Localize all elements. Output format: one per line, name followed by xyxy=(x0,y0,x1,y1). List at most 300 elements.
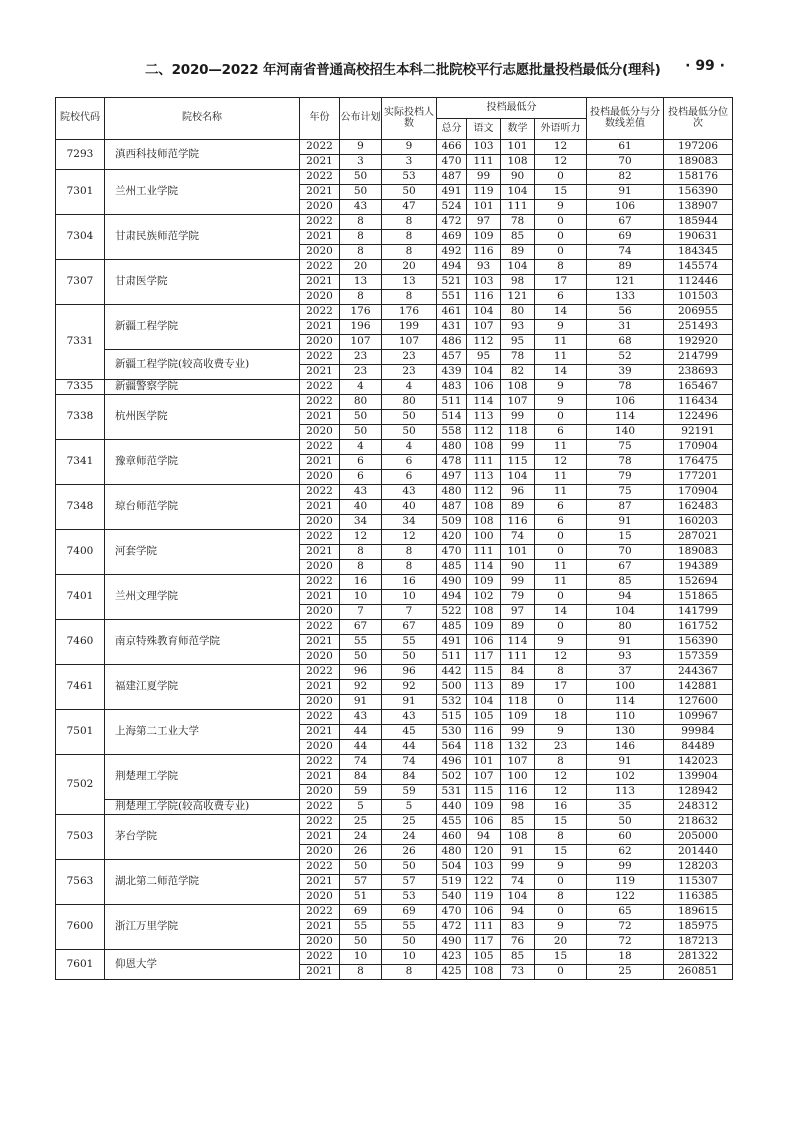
year-cell: 2022 xyxy=(300,140,340,155)
actual-cell: 50 xyxy=(382,650,437,665)
math-score-cell: 101 xyxy=(501,545,535,560)
year-cell: 2021 xyxy=(300,545,340,560)
foreign-listening-cell: 15 xyxy=(535,845,587,860)
plan-cell: 5 xyxy=(340,800,382,815)
chinese-score-cell: 101 xyxy=(467,755,501,770)
school-name-cell: 兰州工业学院 xyxy=(105,170,300,215)
math-score-cell: 101 xyxy=(501,140,535,155)
rank-cell: 156390 xyxy=(664,635,733,650)
table-row xyxy=(56,860,733,875)
math-score-cell: 114 xyxy=(501,635,535,650)
chinese-score-cell: 116 xyxy=(467,245,501,260)
foreign-listening-cell: 9 xyxy=(535,920,587,935)
actual-cell: 84 xyxy=(382,770,437,785)
col-header-rank: 投档最低分位次 xyxy=(664,98,733,140)
actual-cell: 176 xyxy=(382,305,437,320)
total-score-cell: 478 xyxy=(437,455,467,470)
chinese-score-cell: 107 xyxy=(467,770,501,785)
actual-cell: 74 xyxy=(382,755,437,770)
total-score-cell: 564 xyxy=(437,740,467,755)
foreign-listening-cell: 0 xyxy=(535,620,587,635)
math-score-cell: 94 xyxy=(501,905,535,920)
school-name-cell: 福建江夏学院 xyxy=(105,665,300,710)
rank-cell: 251493 xyxy=(664,320,733,335)
score-diff-cell: 99 xyxy=(587,860,664,875)
math-score-cell: 115 xyxy=(501,455,535,470)
year-cell: 2021 xyxy=(300,455,340,470)
score-diff-cell: 80 xyxy=(587,620,664,635)
rank-cell: 184345 xyxy=(664,245,733,260)
rank-cell: 99984 xyxy=(664,725,733,740)
math-score-cell: 121 xyxy=(501,290,535,305)
rank-cell: 115307 xyxy=(664,875,733,890)
school-name-cell: 茅台学院 xyxy=(105,815,300,860)
year-cell: 2021 xyxy=(300,635,340,650)
chinese-score-cell: 112 xyxy=(467,485,501,500)
plan-cell: 3 xyxy=(340,155,382,170)
plan-cell: 91 xyxy=(340,695,382,710)
score-diff-cell: 102 xyxy=(587,770,664,785)
math-score-cell: 99 xyxy=(501,410,535,425)
school-code-cell: 7503 xyxy=(56,815,105,860)
table-row xyxy=(56,440,733,455)
plan-cell: 176 xyxy=(340,305,382,320)
plan-cell: 107 xyxy=(340,335,382,350)
total-score-cell: 440 xyxy=(437,800,467,815)
foreign-listening-cell: 11 xyxy=(535,335,587,350)
year-cell: 2021 xyxy=(300,320,340,335)
chinese-score-cell: 104 xyxy=(467,695,501,710)
rank-cell: 101503 xyxy=(664,290,733,305)
school-code-cell: 7301 xyxy=(56,170,105,215)
year-cell: 2020 xyxy=(300,845,340,860)
total-score-cell: 425 xyxy=(437,965,467,980)
math-score-cell: 90 xyxy=(501,560,535,575)
table-row xyxy=(56,350,733,365)
total-score-cell: 470 xyxy=(437,905,467,920)
plan-cell: 34 xyxy=(340,515,382,530)
score-diff-cell: 70 xyxy=(587,155,664,170)
score-diff-cell: 82 xyxy=(587,170,664,185)
actual-cell: 50 xyxy=(382,410,437,425)
plan-cell: 55 xyxy=(340,635,382,650)
chinese-score-cell: 111 xyxy=(467,920,501,935)
actual-cell: 43 xyxy=(382,710,437,725)
total-score-cell: 439 xyxy=(437,365,467,380)
plan-cell: 44 xyxy=(340,725,382,740)
plan-cell: 25 xyxy=(340,815,382,830)
total-score-cell: 558 xyxy=(437,425,467,440)
foreign-listening-cell: 15 xyxy=(535,815,587,830)
math-score-cell: 85 xyxy=(501,815,535,830)
year-cell: 2021 xyxy=(300,155,340,170)
school-name-cell: 新疆警察学院 xyxy=(105,380,300,395)
rank-cell: 160203 xyxy=(664,515,733,530)
chinese-score-cell: 120 xyxy=(467,845,501,860)
math-score-cell: 91 xyxy=(501,845,535,860)
foreign-listening-cell: 12 xyxy=(535,455,587,470)
total-score-cell: 431 xyxy=(437,320,467,335)
chinese-score-cell: 111 xyxy=(467,155,501,170)
foreign-listening-cell: 11 xyxy=(535,350,587,365)
chinese-score-cell: 109 xyxy=(467,620,501,635)
chinese-score-cell: 108 xyxy=(467,965,501,980)
score-diff-cell: 93 xyxy=(587,650,664,665)
math-score-cell: 74 xyxy=(501,530,535,545)
score-diff-cell: 72 xyxy=(587,935,664,950)
actual-cell: 50 xyxy=(382,935,437,950)
total-score-cell: 511 xyxy=(437,650,467,665)
year-cell: 2022 xyxy=(300,440,340,455)
actual-cell: 199 xyxy=(382,320,437,335)
math-score-cell: 93 xyxy=(501,320,535,335)
total-score-cell: 472 xyxy=(437,920,467,935)
table-row xyxy=(56,215,733,230)
school-name-cell: 杭州医学院 xyxy=(105,395,300,440)
plan-cell: 196 xyxy=(340,320,382,335)
total-score-cell: 485 xyxy=(437,560,467,575)
plan-cell: 51 xyxy=(340,890,382,905)
score-diff-cell: 78 xyxy=(587,380,664,395)
score-diff-cell: 25 xyxy=(587,965,664,980)
math-score-cell: 82 xyxy=(501,365,535,380)
foreign-listening-cell: 15 xyxy=(535,185,587,200)
plan-cell: 92 xyxy=(340,680,382,695)
col-header-math: 数学 xyxy=(501,119,535,140)
score-diff-cell: 94 xyxy=(587,590,664,605)
school-name-cell: 甘肃医学院 xyxy=(105,260,300,305)
chinese-score-cell: 93 xyxy=(467,260,501,275)
rank-cell: 142023 xyxy=(664,755,733,770)
math-score-cell: 97 xyxy=(501,605,535,620)
score-diff-cell: 67 xyxy=(587,215,664,230)
foreign-listening-cell: 20 xyxy=(535,935,587,950)
foreign-listening-cell: 0 xyxy=(535,965,587,980)
actual-cell: 55 xyxy=(382,920,437,935)
score-diff-cell: 110 xyxy=(587,710,664,725)
foreign-listening-cell: 15 xyxy=(535,950,587,965)
total-score-cell: 460 xyxy=(437,830,467,845)
score-diff-cell: 89 xyxy=(587,260,664,275)
year-cell: 2020 xyxy=(300,890,340,905)
actual-cell: 53 xyxy=(382,890,437,905)
math-score-cell: 108 xyxy=(501,155,535,170)
plan-cell: 67 xyxy=(340,620,382,635)
total-score-cell: 487 xyxy=(437,170,467,185)
math-score-cell: 98 xyxy=(501,275,535,290)
year-cell: 2022 xyxy=(300,860,340,875)
year-cell: 2021 xyxy=(300,725,340,740)
school-code-cell: 7461 xyxy=(56,665,105,710)
math-score-cell: 99 xyxy=(501,860,535,875)
rank-cell: 139904 xyxy=(664,770,733,785)
year-cell: 2022 xyxy=(300,950,340,965)
rank-cell: 151865 xyxy=(664,590,733,605)
year-cell: 2020 xyxy=(300,425,340,440)
total-score-cell: 480 xyxy=(437,440,467,455)
header-row-1 xyxy=(56,98,733,119)
rank-cell: 238693 xyxy=(664,365,733,380)
rank-cell: 206955 xyxy=(664,305,733,320)
actual-cell: 10 xyxy=(382,590,437,605)
actual-cell: 67 xyxy=(382,620,437,635)
actual-cell: 55 xyxy=(382,635,437,650)
actual-cell: 5 xyxy=(382,800,437,815)
rank-cell: 161752 xyxy=(664,620,733,635)
rank-cell: 162483 xyxy=(664,500,733,515)
year-cell: 2021 xyxy=(300,830,340,845)
rank-cell: 157359 xyxy=(664,650,733,665)
score-diff-cell: 52 xyxy=(587,350,664,365)
year-cell: 2020 xyxy=(300,785,340,800)
actual-cell: 23 xyxy=(382,365,437,380)
rank-cell: 197206 xyxy=(664,140,733,155)
foreign-listening-cell: 8 xyxy=(535,890,587,905)
rank-cell: 194389 xyxy=(664,560,733,575)
chinese-score-cell: 113 xyxy=(467,470,501,485)
chinese-score-cell: 106 xyxy=(467,380,501,395)
chinese-score-cell: 106 xyxy=(467,635,501,650)
chinese-score-cell: 104 xyxy=(467,365,501,380)
chinese-score-cell: 114 xyxy=(467,560,501,575)
rank-cell: 165467 xyxy=(664,380,733,395)
school-name-cell: 湖北第二师范学院 xyxy=(105,860,300,905)
rank-cell: 158176 xyxy=(664,170,733,185)
math-score-cell: 104 xyxy=(501,470,535,485)
plan-cell: 50 xyxy=(340,425,382,440)
score-diff-cell: 61 xyxy=(587,140,664,155)
total-score-cell: 485 xyxy=(437,620,467,635)
school-code-cell: 7502 xyxy=(56,755,105,815)
school-name-cell: 上海第二工业大学 xyxy=(105,710,300,755)
actual-cell: 20 xyxy=(382,260,437,275)
year-cell: 2021 xyxy=(300,875,340,890)
foreign-listening-cell: 0 xyxy=(535,245,587,260)
total-score-cell: 551 xyxy=(437,290,467,305)
foreign-listening-cell: 8 xyxy=(535,830,587,845)
total-score-cell: 522 xyxy=(437,605,467,620)
year-cell: 2022 xyxy=(300,620,340,635)
year-cell: 2021 xyxy=(300,185,340,200)
year-cell: 2022 xyxy=(300,755,340,770)
foreign-listening-cell: 0 xyxy=(535,410,587,425)
total-score-cell: 519 xyxy=(437,875,467,890)
rank-cell: 116385 xyxy=(664,890,733,905)
score-diff-cell: 85 xyxy=(587,575,664,590)
foreign-listening-cell: 8 xyxy=(535,260,587,275)
actual-cell: 53 xyxy=(382,170,437,185)
math-score-cell: 85 xyxy=(501,950,535,965)
plan-cell: 13 xyxy=(340,275,382,290)
foreign-listening-cell: 6 xyxy=(535,290,587,305)
school-code-cell: 7401 xyxy=(56,575,105,620)
math-score-cell: 99 xyxy=(501,725,535,740)
actual-cell: 10 xyxy=(382,950,437,965)
rank-cell: 127600 xyxy=(664,695,733,710)
rank-cell: 176475 xyxy=(664,455,733,470)
actual-cell: 8 xyxy=(382,545,437,560)
school-name-cell: 新疆工程学院(较高收费专业) xyxy=(105,350,300,380)
rank-cell: 128942 xyxy=(664,785,733,800)
school-name-cell: 琼台师范学院 xyxy=(105,485,300,530)
foreign-listening-cell: 12 xyxy=(535,155,587,170)
chinese-score-cell: 108 xyxy=(467,500,501,515)
plan-cell: 20 xyxy=(340,260,382,275)
table-row xyxy=(56,755,733,770)
foreign-listening-cell: 0 xyxy=(535,170,587,185)
year-cell: 2021 xyxy=(300,680,340,695)
chinese-score-cell: 117 xyxy=(467,650,501,665)
foreign-listening-cell: 17 xyxy=(535,275,587,290)
total-score-cell: 487 xyxy=(437,500,467,515)
chinese-score-cell: 115 xyxy=(467,665,501,680)
plan-cell: 50 xyxy=(340,650,382,665)
rank-cell: 142881 xyxy=(664,680,733,695)
plan-cell: 10 xyxy=(340,950,382,965)
year-cell: 2021 xyxy=(300,275,340,290)
score-diff-cell: 114 xyxy=(587,410,664,425)
year-cell: 2021 xyxy=(300,590,340,605)
score-diff-cell: 113 xyxy=(587,785,664,800)
chinese-score-cell: 113 xyxy=(467,410,501,425)
math-score-cell: 74 xyxy=(501,875,535,890)
school-code-cell: 7307 xyxy=(56,260,105,305)
score-diff-cell: 67 xyxy=(587,560,664,575)
foreign-listening-cell: 17 xyxy=(535,680,587,695)
year-cell: 2022 xyxy=(300,485,340,500)
foreign-listening-cell: 14 xyxy=(535,365,587,380)
chinese-score-cell: 100 xyxy=(467,530,501,545)
math-score-cell: 118 xyxy=(501,425,535,440)
year-cell: 2020 xyxy=(300,200,340,215)
chinese-score-cell: 109 xyxy=(467,230,501,245)
table-row xyxy=(56,905,733,920)
math-score-cell: 78 xyxy=(501,350,535,365)
rank-cell: 84489 xyxy=(664,740,733,755)
score-diff-cell: 130 xyxy=(587,725,664,740)
score-diff-cell: 133 xyxy=(587,290,664,305)
total-score-cell: 504 xyxy=(437,860,467,875)
foreign-listening-cell: 11 xyxy=(535,560,587,575)
actual-cell: 44 xyxy=(382,740,437,755)
actual-cell: 50 xyxy=(382,860,437,875)
year-cell: 2021 xyxy=(300,965,340,980)
rank-cell: 170904 xyxy=(664,440,733,455)
year-cell: 2022 xyxy=(300,575,340,590)
plan-cell: 10 xyxy=(340,590,382,605)
foreign-listening-cell: 12 xyxy=(535,140,587,155)
score-diff-cell: 69 xyxy=(587,230,664,245)
rank-cell: 92191 xyxy=(664,425,733,440)
school-name-cell: 荆楚理工学院(较高收费专业) xyxy=(105,800,300,815)
total-score-cell: 470 xyxy=(437,545,467,560)
year-cell: 2021 xyxy=(300,365,340,380)
table-row xyxy=(56,260,733,275)
total-score-cell: 457 xyxy=(437,350,467,365)
school-name-cell: 新疆工程学院 xyxy=(105,305,300,350)
score-diff-cell: 35 xyxy=(587,800,664,815)
score-diff-cell: 114 xyxy=(587,695,664,710)
score-diff-cell: 74 xyxy=(587,245,664,260)
chinese-score-cell: 113 xyxy=(467,680,501,695)
col-header-min-score-group: 投档最低分 xyxy=(437,98,587,119)
foreign-listening-cell: 0 xyxy=(535,215,587,230)
chinese-score-cell: 102 xyxy=(467,590,501,605)
chinese-score-cell: 105 xyxy=(467,950,501,965)
total-score-cell: 483 xyxy=(437,380,467,395)
foreign-listening-cell: 12 xyxy=(535,770,587,785)
col-header-total: 总分 xyxy=(437,119,467,140)
score-diff-cell: 146 xyxy=(587,740,664,755)
math-score-cell: 90 xyxy=(501,170,535,185)
col-header-foreign: 外语听力 xyxy=(535,119,587,140)
total-score-cell: 442 xyxy=(437,665,467,680)
math-score-cell: 79 xyxy=(501,590,535,605)
year-cell: 2022 xyxy=(300,800,340,815)
rank-cell: 189083 xyxy=(664,545,733,560)
page-header xyxy=(145,58,725,78)
rank-cell: 170904 xyxy=(664,485,733,500)
foreign-listening-cell: 9 xyxy=(535,200,587,215)
score-diff-cell: 122 xyxy=(587,890,664,905)
score-diff-cell: 91 xyxy=(587,515,664,530)
math-score-cell: 107 xyxy=(501,755,535,770)
score-diff-cell: 68 xyxy=(587,335,664,350)
admission-score-table xyxy=(55,97,733,980)
school-code-cell: 7601 xyxy=(56,950,105,980)
plan-cell: 23 xyxy=(340,350,382,365)
actual-cell: 23 xyxy=(382,350,437,365)
year-cell: 2021 xyxy=(300,500,340,515)
actual-cell: 50 xyxy=(382,425,437,440)
foreign-listening-cell: 11 xyxy=(535,485,587,500)
actual-cell: 16 xyxy=(382,575,437,590)
plan-cell: 44 xyxy=(340,740,382,755)
math-score-cell: 98 xyxy=(501,800,535,815)
foreign-listening-cell: 9 xyxy=(535,635,587,650)
actual-cell: 59 xyxy=(382,785,437,800)
math-score-cell: 84 xyxy=(501,665,535,680)
score-diff-cell: 72 xyxy=(587,920,664,935)
total-score-cell: 420 xyxy=(437,530,467,545)
math-score-cell: 116 xyxy=(501,515,535,530)
math-score-cell: 108 xyxy=(501,380,535,395)
total-score-cell: 491 xyxy=(437,185,467,200)
rank-cell: 218632 xyxy=(664,815,733,830)
math-score-cell: 104 xyxy=(501,185,535,200)
plan-cell: 43 xyxy=(340,710,382,725)
rank-cell: 192920 xyxy=(664,335,733,350)
school-name-cell: 甘肃民族师范学院 xyxy=(105,215,300,260)
table-row xyxy=(56,815,733,830)
score-diff-cell: 91 xyxy=(587,185,664,200)
total-score-cell: 532 xyxy=(437,695,467,710)
math-score-cell: 78 xyxy=(501,215,535,230)
foreign-listening-cell: 16 xyxy=(535,800,587,815)
year-cell: 2022 xyxy=(300,305,340,320)
chinese-score-cell: 111 xyxy=(467,545,501,560)
table-body xyxy=(56,140,733,980)
plan-cell: 8 xyxy=(340,215,382,230)
score-diff-cell: 79 xyxy=(587,470,664,485)
school-name-cell: 浙江万里学院 xyxy=(105,905,300,950)
plan-cell: 40 xyxy=(340,500,382,515)
plan-cell: 26 xyxy=(340,845,382,860)
foreign-listening-cell: 8 xyxy=(535,755,587,770)
math-score-cell: 89 xyxy=(501,680,535,695)
total-score-cell: 486 xyxy=(437,335,467,350)
actual-cell: 8 xyxy=(382,230,437,245)
